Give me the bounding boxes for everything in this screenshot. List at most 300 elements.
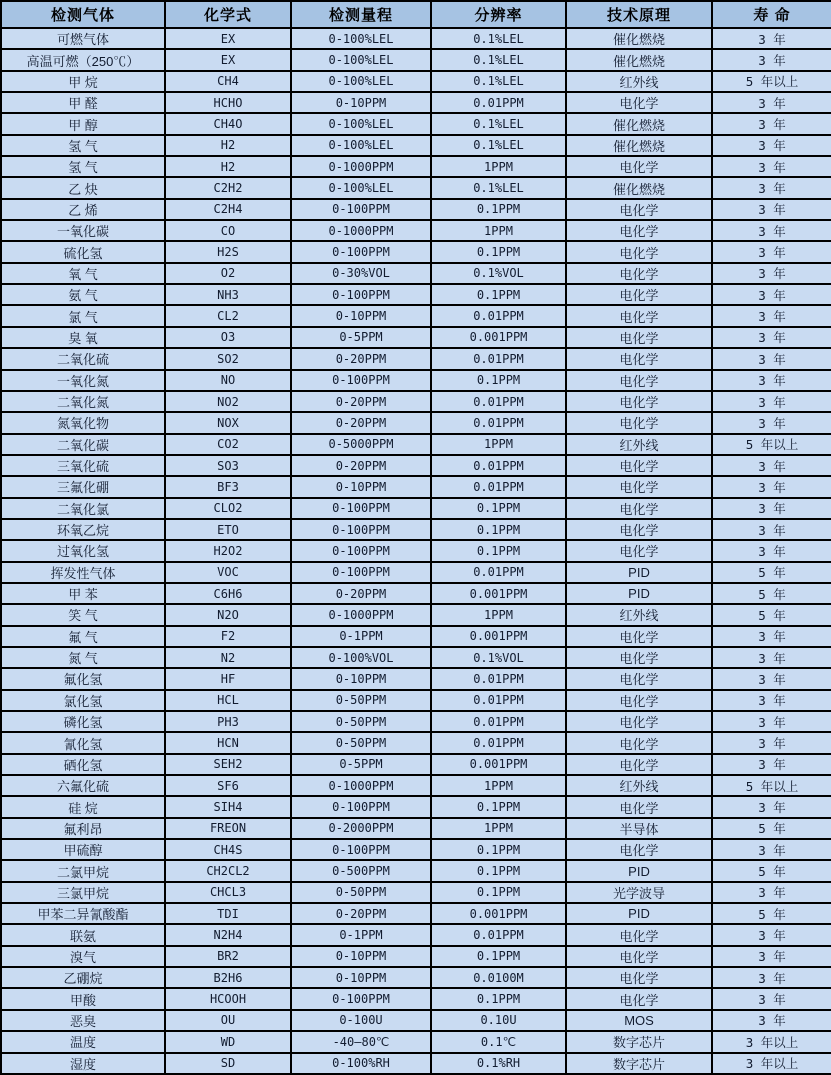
cell-resolution: 0.001PPM: [431, 903, 566, 924]
header-cell-gas: 检测气体: [1, 1, 165, 28]
cell-range: 0-1000PPM: [291, 220, 431, 241]
cell-principle: PID: [566, 860, 712, 881]
cell-formula: PH3: [165, 711, 291, 732]
cell-gas: 二氧化碳: [1, 434, 165, 455]
cell-formula: C2H4: [165, 199, 291, 220]
cell-principle: 电化学: [566, 220, 712, 241]
cell-lifespan: 3 年: [712, 839, 831, 860]
cell-range: 0-20PPM: [291, 455, 431, 476]
cell-range: 0-10PPM: [291, 92, 431, 113]
table-row: [1, 754, 831, 775]
cell-resolution: 0.1PPM: [431, 370, 566, 391]
cell-gas: 笑 气: [1, 604, 165, 625]
cell-principle: PID: [566, 903, 712, 924]
cell-formula: F2: [165, 626, 291, 647]
cell-gas: 氟化氢: [1, 668, 165, 689]
cell-range: 0-2000PPM: [291, 818, 431, 839]
table-row: [1, 476, 831, 497]
cell-formula: C6H6: [165, 583, 291, 604]
cell-range: 0-500PPM: [291, 860, 431, 881]
table-row: [1, 241, 831, 262]
cell-range: 0-100PPM: [291, 370, 431, 391]
cell-range: 0-100%LEL: [291, 135, 431, 156]
cell-principle: 红外线: [566, 775, 712, 796]
cell-lifespan: 3 年: [712, 754, 831, 775]
cell-resolution: 0.1%LEL: [431, 71, 566, 92]
cell-range: 0-30%VOL: [291, 263, 431, 284]
table-row: [1, 924, 831, 945]
cell-resolution: 0.1%LEL: [431, 28, 566, 49]
cell-gas: 甲 醛: [1, 92, 165, 113]
table-row: [1, 92, 831, 113]
cell-gas: 臭 氧: [1, 327, 165, 348]
cell-formula: BF3: [165, 476, 291, 497]
cell-principle: 红外线: [566, 434, 712, 455]
cell-range: 0-1000PPM: [291, 156, 431, 177]
header-cell-range: 检测量程: [291, 1, 431, 28]
cell-formula: N2O: [165, 604, 291, 625]
table-row: [1, 626, 831, 647]
cell-lifespan: 3 年: [712, 476, 831, 497]
cell-lifespan: 3 年: [712, 690, 831, 711]
cell-lifespan: 5 年: [712, 583, 831, 604]
cell-lifespan: 3 年: [712, 732, 831, 753]
cell-resolution: 0.01PPM: [431, 412, 566, 433]
cell-range: 0-100PPM: [291, 988, 431, 1009]
cell-lifespan: 3 年: [712, 946, 831, 967]
cell-formula: H2: [165, 135, 291, 156]
cell-formula: H2S: [165, 241, 291, 262]
cell-principle: 数字芯片: [566, 1031, 712, 1052]
cell-resolution: 0.1%LEL: [431, 177, 566, 198]
cell-resolution: 0.1PPM: [431, 241, 566, 262]
cell-formula: VOC: [165, 562, 291, 583]
cell-range: 0-1000PPM: [291, 775, 431, 796]
table-row: [1, 562, 831, 583]
cell-principle: MOS: [566, 1010, 712, 1031]
cell-lifespan: 3 年: [712, 92, 831, 113]
cell-principle: 电化学: [566, 967, 712, 988]
cell-gas: 联氨: [1, 924, 165, 945]
cell-lifespan: 3 年: [712, 455, 831, 476]
cell-resolution: 1PPM: [431, 434, 566, 455]
cell-range: 0-10PPM: [291, 946, 431, 967]
cell-gas: 氯 气: [1, 305, 165, 326]
cell-formula: NO2: [165, 391, 291, 412]
cell-lifespan: 3 年: [712, 796, 831, 817]
cell-formula: CH4: [165, 71, 291, 92]
cell-gas: 氢 气: [1, 135, 165, 156]
cell-principle: 电化学: [566, 498, 712, 519]
cell-gas: 三氯甲烷: [1, 882, 165, 903]
cell-range: 0-20PPM: [291, 412, 431, 433]
cell-lifespan: 5 年以上: [712, 434, 831, 455]
cell-principle: 红外线: [566, 71, 712, 92]
table-row: [1, 796, 831, 817]
cell-gas: 乙 炔: [1, 177, 165, 198]
cell-principle: 电化学: [566, 391, 712, 412]
cell-gas: 二氯甲烷: [1, 860, 165, 881]
cell-gas: 氧 气: [1, 263, 165, 284]
cell-formula: CH4S: [165, 839, 291, 860]
cell-gas: 二氧化氮: [1, 391, 165, 412]
cell-range: 0-100%LEL: [291, 71, 431, 92]
cell-lifespan: 3 年: [712, 156, 831, 177]
cell-principle: 数字芯片: [566, 1053, 712, 1075]
cell-resolution: 0.01PPM: [431, 476, 566, 497]
cell-principle: 电化学: [566, 370, 712, 391]
cell-gas: 氟 气: [1, 626, 165, 647]
cell-lifespan: 3 年: [712, 924, 831, 945]
cell-resolution: 0.01PPM: [431, 92, 566, 113]
cell-principle: 电化学: [566, 519, 712, 540]
cell-range: 0-100%LEL: [291, 49, 431, 70]
cell-formula: EX: [165, 49, 291, 70]
cell-gas: 溴气: [1, 946, 165, 967]
cell-lifespan: 3 年: [712, 412, 831, 433]
table-row: [1, 818, 831, 839]
cell-range: 0-100%LEL: [291, 28, 431, 49]
table-row: [1, 327, 831, 348]
cell-formula: HF: [165, 668, 291, 689]
cell-lifespan: 3 年: [712, 241, 831, 262]
cell-resolution: 0.1℃: [431, 1031, 566, 1052]
table-header: [1, 1, 831, 28]
cell-principle: 电化学: [566, 476, 712, 497]
cell-gas: 高温可燃（250℃）: [1, 49, 165, 70]
cell-lifespan: 5 年: [712, 562, 831, 583]
cell-lifespan: 5 年: [712, 860, 831, 881]
cell-lifespan: 3 年: [712, 626, 831, 647]
header-cell-resolution: 分辨率: [431, 1, 566, 28]
cell-principle: 电化学: [566, 924, 712, 945]
cell-gas: 氨 气: [1, 284, 165, 305]
table-row: [1, 1053, 831, 1075]
cell-principle: PID: [566, 562, 712, 583]
cell-resolution: 0.1PPM: [431, 860, 566, 881]
cell-resolution: 0.1%VOL: [431, 263, 566, 284]
table-row: [1, 519, 831, 540]
cell-formula: SF6: [165, 775, 291, 796]
table-row: [1, 391, 831, 412]
cell-resolution: 0.1PPM: [431, 796, 566, 817]
cell-range: -40—80℃: [291, 1031, 431, 1052]
cell-formula: SO3: [165, 455, 291, 476]
cell-principle: 电化学: [566, 668, 712, 689]
cell-principle: 电化学: [566, 156, 712, 177]
cell-principle: 电化学: [566, 305, 712, 326]
cell-gas: 硅 烷: [1, 796, 165, 817]
cell-gas: 乙硼烷: [1, 967, 165, 988]
cell-range: 0-100PPM: [291, 540, 431, 561]
cell-principle: 电化学: [566, 327, 712, 348]
cell-resolution: 0.1%LEL: [431, 113, 566, 134]
cell-range: 0-20PPM: [291, 391, 431, 412]
table-row: [1, 967, 831, 988]
table-row: [1, 348, 831, 369]
cell-range: 0-100%VOL: [291, 647, 431, 668]
cell-lifespan: 3 年: [712, 668, 831, 689]
cell-gas: 一氧化氮: [1, 370, 165, 391]
cell-gas: 挥发性气体: [1, 562, 165, 583]
cell-resolution: 0.001PPM: [431, 327, 566, 348]
cell-formula: N2H4: [165, 924, 291, 945]
table-row: [1, 220, 831, 241]
cell-resolution: 0.0100M: [431, 967, 566, 988]
cell-lifespan: 5 年: [712, 604, 831, 625]
cell-formula: TDI: [165, 903, 291, 924]
cell-resolution: 0.001PPM: [431, 583, 566, 604]
cell-resolution: 0.1PPM: [431, 498, 566, 519]
cell-gas: 氮氧化物: [1, 412, 165, 433]
cell-lifespan: 3 年: [712, 305, 831, 326]
cell-range: 0-100PPM: [291, 199, 431, 220]
cell-formula: SEH2: [165, 754, 291, 775]
table-row: [1, 263, 831, 284]
cell-formula: BR2: [165, 946, 291, 967]
cell-principle: 红外线: [566, 604, 712, 625]
cell-gas: 氢 气: [1, 156, 165, 177]
table-row: [1, 284, 831, 305]
cell-range: 0-100PPM: [291, 241, 431, 262]
cell-range: 0-20PPM: [291, 583, 431, 604]
cell-formula: O3: [165, 327, 291, 348]
cell-range: 0-1PPM: [291, 924, 431, 945]
header-cell-principle: 技术原理: [566, 1, 712, 28]
cell-resolution: 0.1PPM: [431, 839, 566, 860]
cell-resolution: 0.1%LEL: [431, 49, 566, 70]
cell-gas: 六氟化硫: [1, 775, 165, 796]
cell-gas: 氮 气: [1, 647, 165, 668]
cell-formula: NOX: [165, 412, 291, 433]
cell-range: 0-50PPM: [291, 690, 431, 711]
cell-lifespan: 3 年: [712, 1010, 831, 1031]
cell-resolution: 1PPM: [431, 818, 566, 839]
cell-formula: CO2: [165, 434, 291, 455]
cell-formula: CHCL3: [165, 882, 291, 903]
cell-formula: HCOOH: [165, 988, 291, 1009]
cell-formula: CH2CL2: [165, 860, 291, 881]
cell-formula: CL2: [165, 305, 291, 326]
cell-formula: FREON: [165, 818, 291, 839]
table-row: [1, 1010, 831, 1031]
cell-range: 0-5000PPM: [291, 434, 431, 455]
cell-principle: 电化学: [566, 455, 712, 476]
cell-resolution: 0.01PPM: [431, 711, 566, 732]
cell-formula: HCL: [165, 690, 291, 711]
cell-formula: B2H6: [165, 967, 291, 988]
cell-principle: 光学波导: [566, 882, 712, 903]
table-row: [1, 668, 831, 689]
table-row: [1, 647, 831, 668]
cell-lifespan: 3 年: [712, 284, 831, 305]
cell-formula: CLO2: [165, 498, 291, 519]
cell-lifespan: 3 年: [712, 177, 831, 198]
cell-resolution: 0.1%RH: [431, 1053, 566, 1075]
cell-gas: 甲 醇: [1, 113, 165, 134]
cell-range: 0-50PPM: [291, 882, 431, 903]
cell-range: 0-10PPM: [291, 476, 431, 497]
cell-formula: HCHO: [165, 92, 291, 113]
cell-resolution: 0.01PPM: [431, 391, 566, 412]
cell-principle: 催化燃烧: [566, 177, 712, 198]
cell-gas: 乙 烯: [1, 199, 165, 220]
cell-formula: C2H2: [165, 177, 291, 198]
table-row: [1, 49, 831, 70]
cell-lifespan: 3 年: [712, 498, 831, 519]
cell-formula: OU: [165, 1010, 291, 1031]
cell-principle: 电化学: [566, 263, 712, 284]
cell-range: 0-100%LEL: [291, 113, 431, 134]
cell-formula: O2: [165, 263, 291, 284]
cell-range: 0-100%RH: [291, 1053, 431, 1075]
table-row: [1, 135, 831, 156]
cell-principle: 半导体: [566, 818, 712, 839]
cell-principle: 电化学: [566, 732, 712, 753]
cell-resolution: 0.01PPM: [431, 348, 566, 369]
cell-principle: 电化学: [566, 690, 712, 711]
cell-principle: 电化学: [566, 626, 712, 647]
table-row: [1, 903, 831, 924]
cell-principle: 电化学: [566, 92, 712, 113]
cell-lifespan: 3 年: [712, 28, 831, 49]
cell-gas: 硒化氢: [1, 754, 165, 775]
cell-resolution: 1PPM: [431, 775, 566, 796]
table-row: [1, 732, 831, 753]
cell-lifespan: 3 年: [712, 49, 831, 70]
cell-lifespan: 5 年以上: [712, 775, 831, 796]
cell-range: 0-100PPM: [291, 839, 431, 860]
cell-lifespan: 3 年以上: [712, 1031, 831, 1052]
cell-gas: 硫化氢: [1, 241, 165, 262]
cell-gas: 三氟化硼: [1, 476, 165, 497]
cell-lifespan: 3 年: [712, 370, 831, 391]
cell-range: 0-100%LEL: [291, 177, 431, 198]
cell-range: 0-20PPM: [291, 903, 431, 924]
cell-principle: 电化学: [566, 348, 712, 369]
cell-formula: CO: [165, 220, 291, 241]
cell-formula: H2: [165, 156, 291, 177]
cell-gas: 磷化氢: [1, 711, 165, 732]
cell-gas: 甲苯二异氰酸酯: [1, 903, 165, 924]
cell-formula: WD: [165, 1031, 291, 1052]
cell-gas: 甲酸: [1, 988, 165, 1009]
table-row: [1, 988, 831, 1009]
cell-principle: 催化燃烧: [566, 28, 712, 49]
table-row: [1, 839, 831, 860]
cell-lifespan: 3 年: [712, 263, 831, 284]
header-cell-formula: 化学式: [165, 1, 291, 28]
cell-resolution: 0.001PPM: [431, 626, 566, 647]
table-row: [1, 775, 831, 796]
cell-resolution: 1PPM: [431, 604, 566, 625]
cell-lifespan: 3 年: [712, 540, 831, 561]
cell-resolution: 0.01PPM: [431, 455, 566, 476]
cell-principle: 电化学: [566, 199, 712, 220]
cell-range: 0-5PPM: [291, 327, 431, 348]
cell-resolution: 0.1PPM: [431, 882, 566, 903]
cell-resolution: 0.01PPM: [431, 690, 566, 711]
table-row: [1, 946, 831, 967]
cell-gas: 氯化氢: [1, 690, 165, 711]
table-row: [1, 455, 831, 476]
cell-resolution: 0.1%VOL: [431, 647, 566, 668]
table-row: [1, 28, 831, 49]
cell-resolution: 0.10U: [431, 1010, 566, 1031]
table-row: [1, 540, 831, 561]
cell-gas: 甲 苯: [1, 583, 165, 604]
cell-lifespan: 3 年: [712, 519, 831, 540]
cell-lifespan: 3 年: [712, 199, 831, 220]
cell-resolution: 0.01PPM: [431, 924, 566, 945]
table-row: [1, 156, 831, 177]
cell-resolution: 1PPM: [431, 220, 566, 241]
cell-gas: 湿度: [1, 1053, 165, 1075]
cell-resolution: 0.01PPM: [431, 562, 566, 583]
table-row: [1, 860, 831, 881]
cell-formula: NO: [165, 370, 291, 391]
table-row: [1, 498, 831, 519]
cell-formula: HCN: [165, 732, 291, 753]
cell-principle: 电化学: [566, 988, 712, 1009]
cell-formula: SIH4: [165, 796, 291, 817]
cell-resolution: 0.01PPM: [431, 668, 566, 689]
cell-gas: 一氧化碳: [1, 220, 165, 241]
cell-principle: 电化学: [566, 754, 712, 775]
cell-lifespan: 3 年: [712, 647, 831, 668]
cell-formula: SO2: [165, 348, 291, 369]
cell-lifespan: 3 年: [712, 988, 831, 1009]
cell-principle: 电化学: [566, 711, 712, 732]
cell-range: 0-10PPM: [291, 668, 431, 689]
cell-lifespan: 5 年以上: [712, 71, 831, 92]
cell-resolution: 0.1PPM: [431, 946, 566, 967]
cell-resolution: 0.1PPM: [431, 519, 566, 540]
cell-principle: 催化燃烧: [566, 135, 712, 156]
cell-resolution: 0.1PPM: [431, 988, 566, 1009]
cell-gas: 恶臭: [1, 1010, 165, 1031]
cell-formula: N2: [165, 647, 291, 668]
cell-gas: 过氧化氢: [1, 540, 165, 561]
table-row: [1, 583, 831, 604]
cell-gas: 可燃气体: [1, 28, 165, 49]
cell-principle: PID: [566, 583, 712, 604]
cell-range: 0-100PPM: [291, 284, 431, 305]
cell-principle: 电化学: [566, 284, 712, 305]
cell-gas: 温度: [1, 1031, 165, 1052]
table-row: [1, 177, 831, 198]
cell-formula: SD: [165, 1053, 291, 1075]
cell-gas: 甲硫醇: [1, 839, 165, 860]
cell-range: 0-50PPM: [291, 711, 431, 732]
cell-range: 0-50PPM: [291, 732, 431, 753]
cell-lifespan: 3 年: [712, 391, 831, 412]
cell-lifespan: 3 年: [712, 220, 831, 241]
cell-range: 0-10PPM: [291, 305, 431, 326]
cell-resolution: 0.01PPM: [431, 732, 566, 753]
header-cell-lifespan: 寿 命: [712, 1, 831, 28]
cell-principle: 电化学: [566, 796, 712, 817]
cell-principle: 电化学: [566, 946, 712, 967]
cell-range: 0-10PPM: [291, 967, 431, 988]
cell-lifespan: 3 年: [712, 348, 831, 369]
table-row: [1, 690, 831, 711]
table-row: [1, 1031, 831, 1052]
cell-lifespan: 3 年: [712, 113, 831, 134]
table-row: [1, 412, 831, 433]
cell-principle: 催化燃烧: [566, 49, 712, 70]
cell-range: 0-100U: [291, 1010, 431, 1031]
